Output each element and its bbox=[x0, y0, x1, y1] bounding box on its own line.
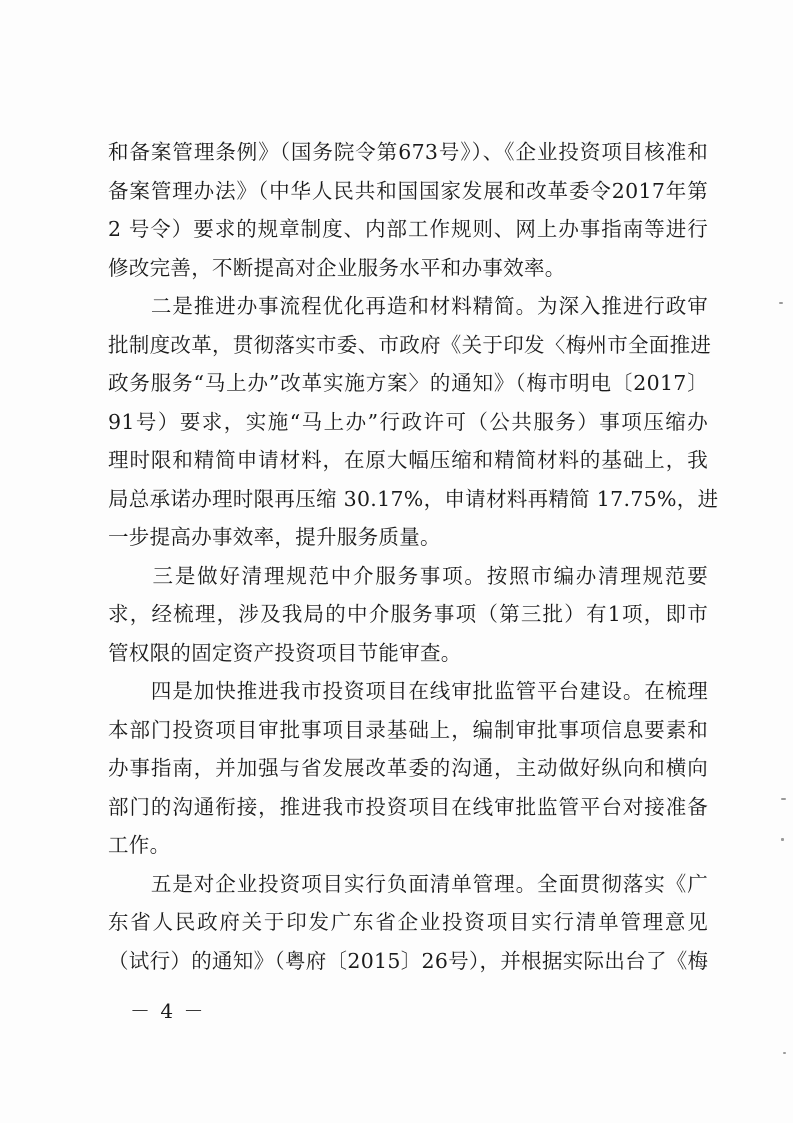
text-line: 求，经梳理，涉及我局的中介服务事项（第三批）有1项，即市 bbox=[108, 602, 708, 626]
text-line: 理时限和精简申请材料，在原大幅压缩和精简材料的基础上，我 bbox=[108, 448, 708, 472]
scan-speck bbox=[779, 302, 783, 304]
text-line: 修改完善，不断提高对企业服务水平和办事效率。 bbox=[108, 255, 566, 280]
scan-speck bbox=[783, 1052, 786, 1054]
text-line: 局总承诺办理时限再压缩 30.17%，申请材料再精简 17.75%，进 bbox=[108, 486, 719, 511]
text-line: 五是对企业投资项目实行负面清单管理。全面贯彻落实《广 bbox=[108, 871, 708, 896]
text-line: 四是加快推进我市投资项目在线审批监管平台建设。在梳理 bbox=[108, 679, 708, 703]
text-line: 91号）要求，实施“马上办”行政许可（公共服务）事项压缩办 bbox=[108, 409, 708, 434]
text-line: 2 号令）要求的规章制度、内部工作规则、网上办事指南等进行 bbox=[108, 217, 708, 241]
text-line: 部门的沟通衔接，推进我市投资项目在线审批监管平台对接准备 bbox=[108, 794, 708, 819]
text-line: 办事指南，并加强与省发展改革委的沟通，主动做好纵向和横向 bbox=[108, 756, 708, 780]
text-line: 备案管理办法》（中华人民共和国国家发展和改革委令2017年第 bbox=[108, 178, 708, 203]
text-line: 三是做好清理规范中介服务事项。按照市编办清理规范要 bbox=[108, 563, 708, 588]
page-number: － 4 － bbox=[130, 999, 206, 1023]
text-line: 本部门投资项目审批事项目录基础上，编制审批事项信息要素和 bbox=[108, 717, 708, 742]
text-line: 管权限的固定资产投资项目节能审查。 bbox=[108, 640, 462, 665]
text-line: 和备案管理条例》（国务院令第673号》）、《企业投资项目核准和 bbox=[108, 140, 708, 164]
body-text bbox=[108, 133, 719, 980]
scan-speck bbox=[781, 838, 784, 841]
text-line: 批制度改革，贯彻落实市委、市政府《关于印发〈梅州市全面推进 bbox=[108, 332, 712, 357]
text-line: （试行）的通知》（粤府〔2015〕26号），并根据实际出台了《梅 bbox=[108, 948, 709, 973]
text-line: 政务服务“马上办”改革实施方案〉的通知》（梅市明电〔2017〕 bbox=[108, 371, 708, 395]
scan-speck bbox=[781, 798, 786, 800]
text-line: 一步提高办事效率，提升服务质量。 bbox=[108, 525, 441, 549]
text-line: 东省人民政府关于印发广东省企业投资项目实行清单管理意见 bbox=[108, 910, 708, 934]
text-line: 工作。 bbox=[108, 833, 171, 857]
text-line: 二是推进办事流程优化再造和材料精简。为深入推进行政审 bbox=[108, 294, 708, 318]
